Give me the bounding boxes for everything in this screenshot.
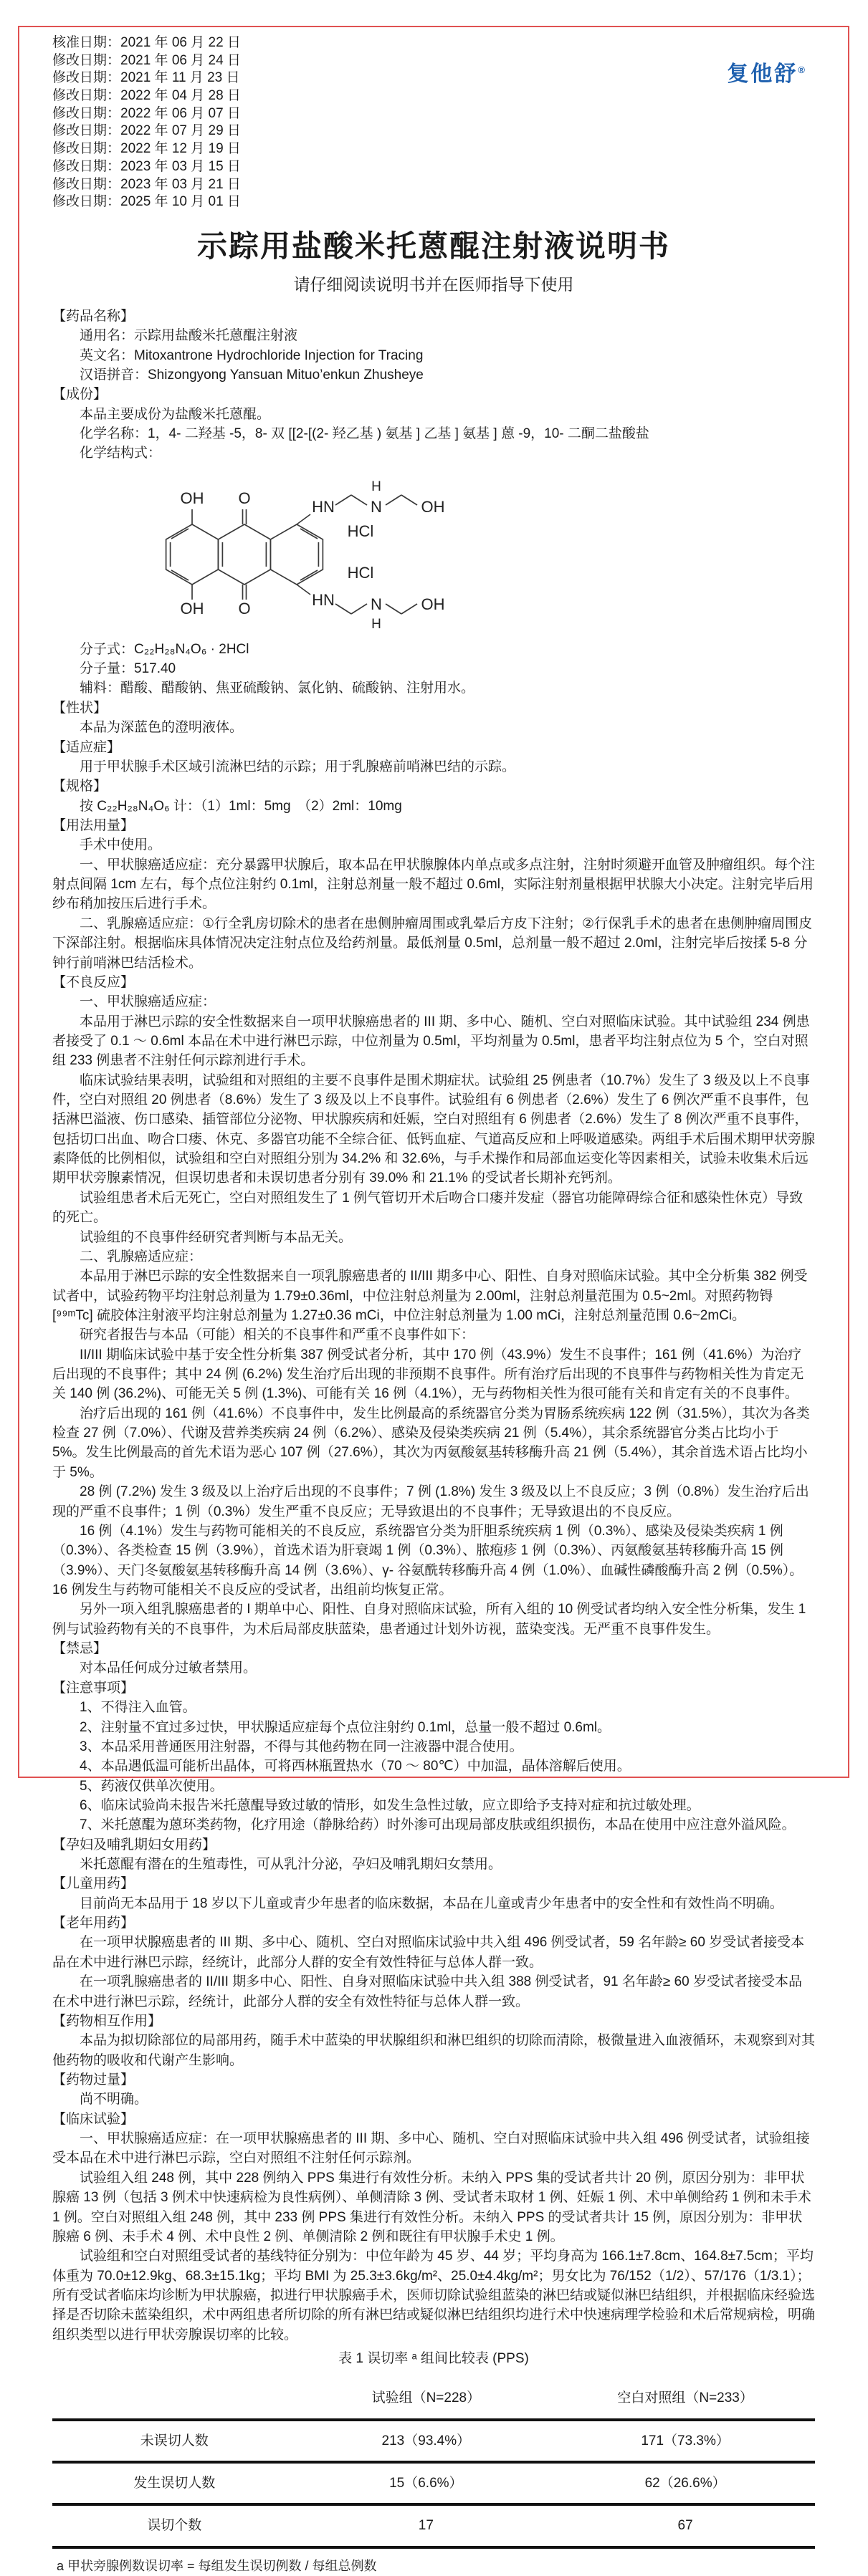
properties-text: 本品为深蓝色的澄明液体。 [80, 720, 244, 736]
geriatric-paragraph: 在一项乳腺癌患者的 II/III 期多中心、阳性、自身对照临床试验中共入组 388 例受试者，91 名年龄≥ 60 岁受试者接受本品在术中进行淋巴示踪，经统计，此部分人群的安全有效性特征与总体人群一致。 [52, 1974, 803, 2009]
table-header-row [52, 2378, 815, 2419]
precaution-item: 2、注射量不宜过多过快，甲状腺适应症每个点位注射约 0.1ml，总量一般不超过 0.6ml。 [80, 1719, 611, 1735]
molecular-weight-line: 分子量：517.40 [80, 661, 176, 677]
dosage-paragraph: 二、乳腺癌适应症：①行全乳房切除术的患者在患侧肿瘤周围或乳晕后方皮下注射；②行保乳手术的患者在患侧肿瘤周围皮下深部注射。根据临床具体情况决定注射点位及给药剂量。最低剂量 0.5ml，总剂量一般不超过 2.0ml，注射完毕后按揉 5-8 分钟行前哨淋巴结活检术。 [52, 915, 813, 971]
date-line: 修改日期：2021 年 11 月 23 日 [52, 70, 240, 86]
adverse-paragraph: 本品用于淋巴示踪的安全性数据来自一项甲状腺癌患者的 III 期、多中心、随机、空白对照临床试验。其中试验组 234 例患者接受了 0.1 ～ 0.6ml 本品在术中进行淋巴示踪，中位剂量为 0.5ml，平均剂量为 0.5ml，患者平均注射点位为 5 个，空白对照组 233 例患者不注射任何示踪剂进行手术。 [52, 1014, 810, 1069]
precaution-item: 5、药液仅供单次使用。 [80, 1778, 224, 1794]
chemical-name-line: 化学名称：1，4- 二羟基 -5，8- 双 [[2-[(2- 羟乙基 ) 氨基 ] 乙基 ] 氨基 ] 蒽 -9，10- 二酮二盐酸盐 [80, 426, 649, 442]
document-body [52, 307, 815, 2576]
section-pregnancy-header: 【孕妇及哺乳期妇女用药】 [52, 1837, 216, 1852]
date-line: 修改日期：2022 年 07 月 29 日 [52, 123, 241, 139]
hcl-label: HCl [347, 563, 374, 582]
excipients-line: 辅料：醋酸、醋酸钠、焦亚硫酸钠、氯化钠、硫酸钠、注射用水。 [80, 681, 475, 696]
date-line: 修改日期：2022 年 04 月 28 日 [52, 88, 241, 104]
atom-label-n: N [371, 595, 382, 613]
table-footnote: a 甲状旁腺例数误切率 = 每组发生误切例数 / 每组总例数 [57, 2558, 377, 2573]
section-drug-name-header: 【药品名称】 [52, 308, 135, 324]
dosage-paragraph: 手术中使用。 [80, 837, 162, 853]
table-col-header-blank [52, 2378, 296, 2419]
date-line: 修改日期：2022 年 12 月 19 日 [52, 141, 241, 157]
adverse-paragraph: 试验组患者术后无死亡，空白对照组发生了 1 例气管切开术后吻合口瘘并发症（器官功能障碍综合征和感染性休克）导致的死亡。 [52, 1190, 803, 1226]
cell-value: 15（6.6%） [389, 2476, 463, 2491]
brand-logo [727, 56, 805, 87]
section-strength-header: 【规格】 [52, 779, 108, 794]
cell-value: 171（73.3%） [641, 2433, 730, 2448]
precaution-item: 7、米托蒽醌为蒽环类药物，化疗用途（静脉给药）时外渗可出现局部皮肤或组织损伤，本品在使用中应注意外溢风险。 [80, 1817, 796, 1833]
section-interactions-header: 【药物相互作用】 [52, 2013, 162, 2029]
precaution-item: 3、本品采用普通医用注射器，不得与其他药物在同一注液器中混合使用。 [80, 1739, 523, 1754]
date-line: 修改日期：2023 年 03 月 15 日 [52, 158, 241, 174]
document-subtitle: 请仔细阅读说明书并在医师指导下使用 [293, 274, 574, 294]
date-line: 修改日期：2022 年 06 月 07 日 [52, 105, 241, 121]
cell-value: 213（93.4%） [381, 2433, 471, 2448]
english-name-line: 英文名：Mitoxantrone Hydrochloride Injection for Tracing [80, 347, 424, 363]
row-label: 发生误切人数 [133, 2476, 216, 2491]
section-pediatric-header: 【儿童用药】 [52, 1876, 135, 1892]
structure-label: 化学结构式： [80, 446, 162, 461]
revision-dates-block [52, 34, 815, 211]
adverse-paragraph: 研究者报告与本品（可能）相关的不良事件和严重不良事件如下： [80, 1327, 475, 1343]
geriatric-paragraph: 在一项甲状腺癌患者的 III 期、多中心、随机、空白对照临床试验中共入组 496 例受试者，59 名年龄≥ 60 岁受试者接受本品在术中进行淋巴示踪，经统计，此部分人群的安全有效性特征与总体人群一致。 [52, 1935, 805, 1970]
atom-label-oh: OH [180, 489, 204, 507]
section-overdose-header: 【药物过量】 [52, 2072, 135, 2087]
registered-trademark-icon: ® [798, 64, 805, 75]
clinical-paragraph: 试验组和空白对照组受试者的基线特征分别为：中位年龄为 45 岁、44 岁；平均身高为 166.1±7.8cm、164.8±7.5cm；平均体重为 70.0±12.9kg、68.3±15.1kg；平均 BMI 为 25.3±3.6kg/m²、25.0±4.4kg/m²；男女比为 76/152（1/2）、57/176（1/3.1）；所有受试者临床均诊断为甲状腺癌，拟进行甲状腺癌手术，医师切除试验组蓝染的淋巴结或疑似淋巴结组织，并根据临床经验选择是否切除未蓝染组织，术中两组患者所切除的所有淋巴结或疑似淋巴结组织均进行术中快速病理学检验和术后常规病检，明确组织类型以进行甲状旁腺误切率的比较。 [52, 2249, 816, 2342]
adverse-paragraph: 一、甲状腺癌适应症： [80, 994, 216, 1010]
generic-name-line: 通用名：示踪用盐酸米托蒽醌注射液 [80, 328, 298, 344]
pregnancy-text: 米托蒽醌有潜在的生殖毒性，可从乳汁分泌，孕妇及哺乳期妇女禁用。 [80, 1857, 502, 1873]
date-line: 修改日期：2021 年 06 月 24 日 [52, 52, 241, 68]
overdose-text: 尚不明确。 [80, 2092, 148, 2108]
row-label: 未误切人数 [140, 2433, 209, 2448]
table-col-header-test-group: 试验组（N=228） [371, 2390, 481, 2406]
document-title: 示踪用盐酸米托蒽醌注射液说明书 [196, 229, 670, 263]
contraindications-text: 对本品任何成分过敏者禁用。 [80, 1661, 257, 1676]
composition-intro: 本品主要成份为盐酸米托蒽醌。 [80, 406, 271, 422]
date-line: 修改日期：2023 年 03 月 21 日 [52, 176, 241, 192]
clinical-paragraph: 试验组入组 248 例，其中 228 例纳入 PPS 集进行有效性分析。未纳入 PPS 集的受试者共计 20 例，原因分别为：非甲状腺癌 13 例（包括 3 例术中快速病检为良性病例）、单侧清除 3 例、受试者未取材 1 例、妊娠 1 例、术中单侧给药 1 例和未手术 1 例。空白对照组入组 248 例，其中 233 例 PPS 集进行有效性分析。未纳入 PPS 的受试者共计 15 例，原因分别为：非甲状腺癌 6 例、未手术 4 例、术中良性 2 例、单侧清除 2 例和既往有甲状腺手术史 1 例。 [52, 2170, 811, 2244]
strength-text: 按 C₂₂H₂₈N₄O₆ 计：（1）1ml：5mg （2）2ml：10mg [80, 798, 402, 814]
section-properties-header: 【性状】 [52, 700, 108, 716]
chemical-structure-drawing [124, 465, 525, 638]
section-dosage-header: 【用法用量】 [52, 817, 135, 833]
chemical-structure-figure [124, 465, 815, 638]
atom-label-n: N [371, 497, 382, 516]
section-contraindications-header: 【禁忌】 [52, 1641, 108, 1657]
molecular-formula-line: 分子式：C₂₂H₂₈N₄O₆ · 2HCl [80, 641, 249, 657]
brand-logo-text: 复他舒 [727, 62, 798, 86]
precaution-item: 6、临床试验尚未报告米托蒽醌导致过敏的情形，如发生急性过敏，应立即给予支持对症和抗过敏处理。 [80, 1797, 700, 1813]
adverse-paragraph: 28 例 (7.2%) 发生 3 级及以上治疗后出现的不良事件；7 例 (1.8%) 发生 3 级及以上不良反应；3 例（0.8%）发生治疗后出现的严重不良事件；1 例（0.3%）发生严重不良反应；无导致退出的不良事件；无导致退出的不良反应。 [52, 1484, 809, 1519]
table-row [52, 2504, 815, 2547]
atom-label-o: O [238, 599, 251, 617]
atom-label-oh: OH [421, 595, 445, 613]
indications-text: 用于甲状腺手术区域引流淋巴结的示踪；用于乳腺癌前哨淋巴结的示踪。 [80, 759, 516, 774]
precaution-item: 4、本品遇低温可能析出晶体，可将西林瓶置热水（70 ～ 80℃）中加温，晶体溶解后使用。 [80, 1759, 631, 1774]
cell-value: 62（26.6%） [644, 2476, 726, 2491]
adverse-paragraph: 另外一项入组乳腺癌患者的 I 期单中心、阳性、自身对照临床试验，所有入组的 10 例受试者均纳入安全性分析集，发生 1 例与试验药物有关的不良事件，为术后局部皮肤蓝染，患者通过计划外访视，蓝染变浅。无严重不良事件发生。 [52, 1602, 806, 1637]
section-precautions-header: 【注意事项】 [52, 1680, 135, 1696]
misresection-rate-table [52, 2378, 815, 2548]
page-red-frame [18, 26, 849, 2573]
hcl-label: HCl [347, 522, 374, 540]
precaution-item: 1、不得注入血管。 [80, 1700, 196, 1716]
section-indications-header: 【适应症】 [52, 739, 121, 755]
cell-value: 67 [677, 2518, 693, 2534]
table-col-header-control-group: 空白对照组（N=233） [617, 2390, 753, 2406]
date-line: 核准日期：2021 年 06 月 22 日 [52, 35, 241, 50]
table-1-title: 表 1 误切率 ᵃ 组间比较表 (PPS) [338, 2351, 529, 2367]
adverse-paragraph: 16 例（4.1%）发生与药物可能相关的不良反应，系统器官分类为肝胆系统疾病 1 例（0.3%）、感染及侵染类疾病 1 例（0.3%）、各类检查 15 例（3.9%），首选术语为肝衰竭 1 例（0.3%）、脓疱疹 1 例（0.3%）、丙氨酸氨基转移酶升高 15 例（3.9%）、天门冬氨酸氨基转移酶升高 14 例（3.6%）、γ- 谷氨酰转移酶升高 4 例（1.0%）、血碱性磷酸酶升高 2 例（0.5%）。16 例发生与药物可能相关不良反应的受试者，出组前均恢复正常。 [52, 1523, 803, 1597]
section-clinical-trials-header: 【临床试验】 [52, 2111, 135, 2127]
pinyin-name-line: 汉语拼音：Shizongyong Yansuan Mituo’enkun Zhusheye [80, 367, 424, 383]
adverse-paragraph: 临床试验结果表明，试验组和对照组的主要不良事件是围术期症状。试验组 25 例患者（10.7%）发生了 3 级及以上不良事件，空白对照组 20 例患者（8.6%）发生了 3 级及以上不良事件。试验组有 6 例患者（2.6%）发生了 6 例次严重不良事件，包括淋巴溢液、伤口感染、插管部位分泌物、甲状腺疾病和妊娠，空白对照组有 6 例患者（2.6%）发生了 8 例次严重不良事件，包括切口出血、吻合口瘘、休克、多器官功能不全综合征、低钙血症、气道高反应和上呼吸道感染。两组手术后围术期甲状旁腺素降低的比例相似，试验组和空白对照组分别为 34.2% 和 32.6%，与手术操作和局部血运变化等因素相关，试验未收集术后远期甲状旁腺素情况，但误切患者和未误切患者分别有 39.0% 和 21.1% 的受试者长期补充钙剂。 [52, 1072, 816, 1186]
atom-label-h: H [371, 616, 381, 632]
date-line: 修改日期：2025 年 10 月 01 日 [52, 194, 241, 210]
dosage-paragraph: 一、甲状腺癌适应症：充分暴露甲状腺后，取本品在甲状腺腺体内单点或多点注射，注射时须避开血管及肿瘤组织。每个注射点间隔 1cm 左右，每个点位注射约 0.1ml，注射总剂量一般不超过 0.6ml，实际注射剂量根据甲状腺大小决定。注射完毕后用纱布稍加按压后进行手术。 [52, 857, 816, 912]
atom-label-oh: OH [421, 497, 445, 516]
interactions-text: 本品为拟切除部位的局部用药，随手术中蓝染的甲状腺组织和淋巴组织的切除而清除，极微量进入血液循环，未观察到对其他药物的吸收和代谢产生影响。 [52, 2033, 816, 2068]
atom-label-o: O [238, 489, 251, 507]
adverse-paragraph: 本品用于淋巴示踪的安全性数据来自一项乳腺癌患者的 II/III 期多中心、阳性、自身对照临床试验。其中全分析集 382 例受试者中，试验药物平均注射总剂量为 1.79±0.36ml，中位注射总剂量为 2.00ml，注射总剂量范围为 0.5~2ml。对照药物锝 [⁹⁹ᵐTc] 硫胶体注射液平均注射总剂量为 1.27±0.36 mCi，中位注射总剂量为 1.00 mCi，注射总剂量范围 0.6~2mCi。 [52, 1269, 808, 1323]
section-composition-header: 【成份】 [52, 387, 108, 403]
row-label: 误切个数 [147, 2518, 202, 2534]
adverse-paragraph: 治疗后出现的 161 例（41.6%）不良事件中，发生比例最高的系统器官分类为胃肠系统疾病 122 例（31.5%），其次为各类检查 27 例（7.0%）、代谢及营养类疾病 24 例（6.2%）、感染及侵染类疾病 21 例（5.4%），其余系统器官分类占比均小于 5%。发生比例最高的首先术语为恶心 107 例（27.6%），其次为丙氨酸氨基转移酶升高 21 例（5.4%），其余首选术语占比均小于 5%。 [52, 1405, 810, 1480]
cell-value: 17 [418, 2518, 434, 2534]
atom-label-hn: HN [312, 590, 335, 609]
section-geriatric-header: 【老年用药】 [52, 1916, 135, 1931]
atom-label-h: H [371, 479, 381, 494]
atom-label-hn: HN [312, 497, 335, 516]
atom-label-oh: OH [180, 599, 204, 617]
pediatric-text: 目前尚无本品用于 18 岁以下儿童或青少年患者的临床数据，本品在儿童或青少年患者中的安全性和有效性尚不明确。 [80, 1895, 783, 1911]
table-row [52, 2420, 815, 2462]
table-row [52, 2462, 815, 2504]
clinical-paragraph: 一、甲状腺癌适应症：在一项甲状腺癌患者的 III 期、多中心、随机、空白对照临床试验中共入组 496 例受试者，试验组接受本品在术中进行淋巴示踪，空白对照组不注射任何示踪剂。 [52, 2131, 810, 2166]
adverse-paragraph: 二、乳腺癌适应症： [80, 1249, 203, 1264]
adverse-paragraph: II/III 期临床试验中基于安全性分析集 387 例受试者分析，其中 170 例（43.9%）发生不良事件；161 例（41.6%）为治疗后出现的不良事件；其中 24 例 (6.2%) 发生治疗后出现的非预期不良事件。所有治疗后出现的不良事件与药物相关性为肯定无关 140 例 (36.2%)、可能无关 5 例 (1.3%)、可能有关 16 例（4.1%），无与药物相关性为很可能有关和肯定有关的不良事件。 [52, 1347, 804, 1402]
adverse-paragraph: 试验组的不良事件经研究者判断与本品无关。 [80, 1229, 353, 1245]
section-adverse-reactions-header: 【不良反应】 [52, 974, 135, 990]
